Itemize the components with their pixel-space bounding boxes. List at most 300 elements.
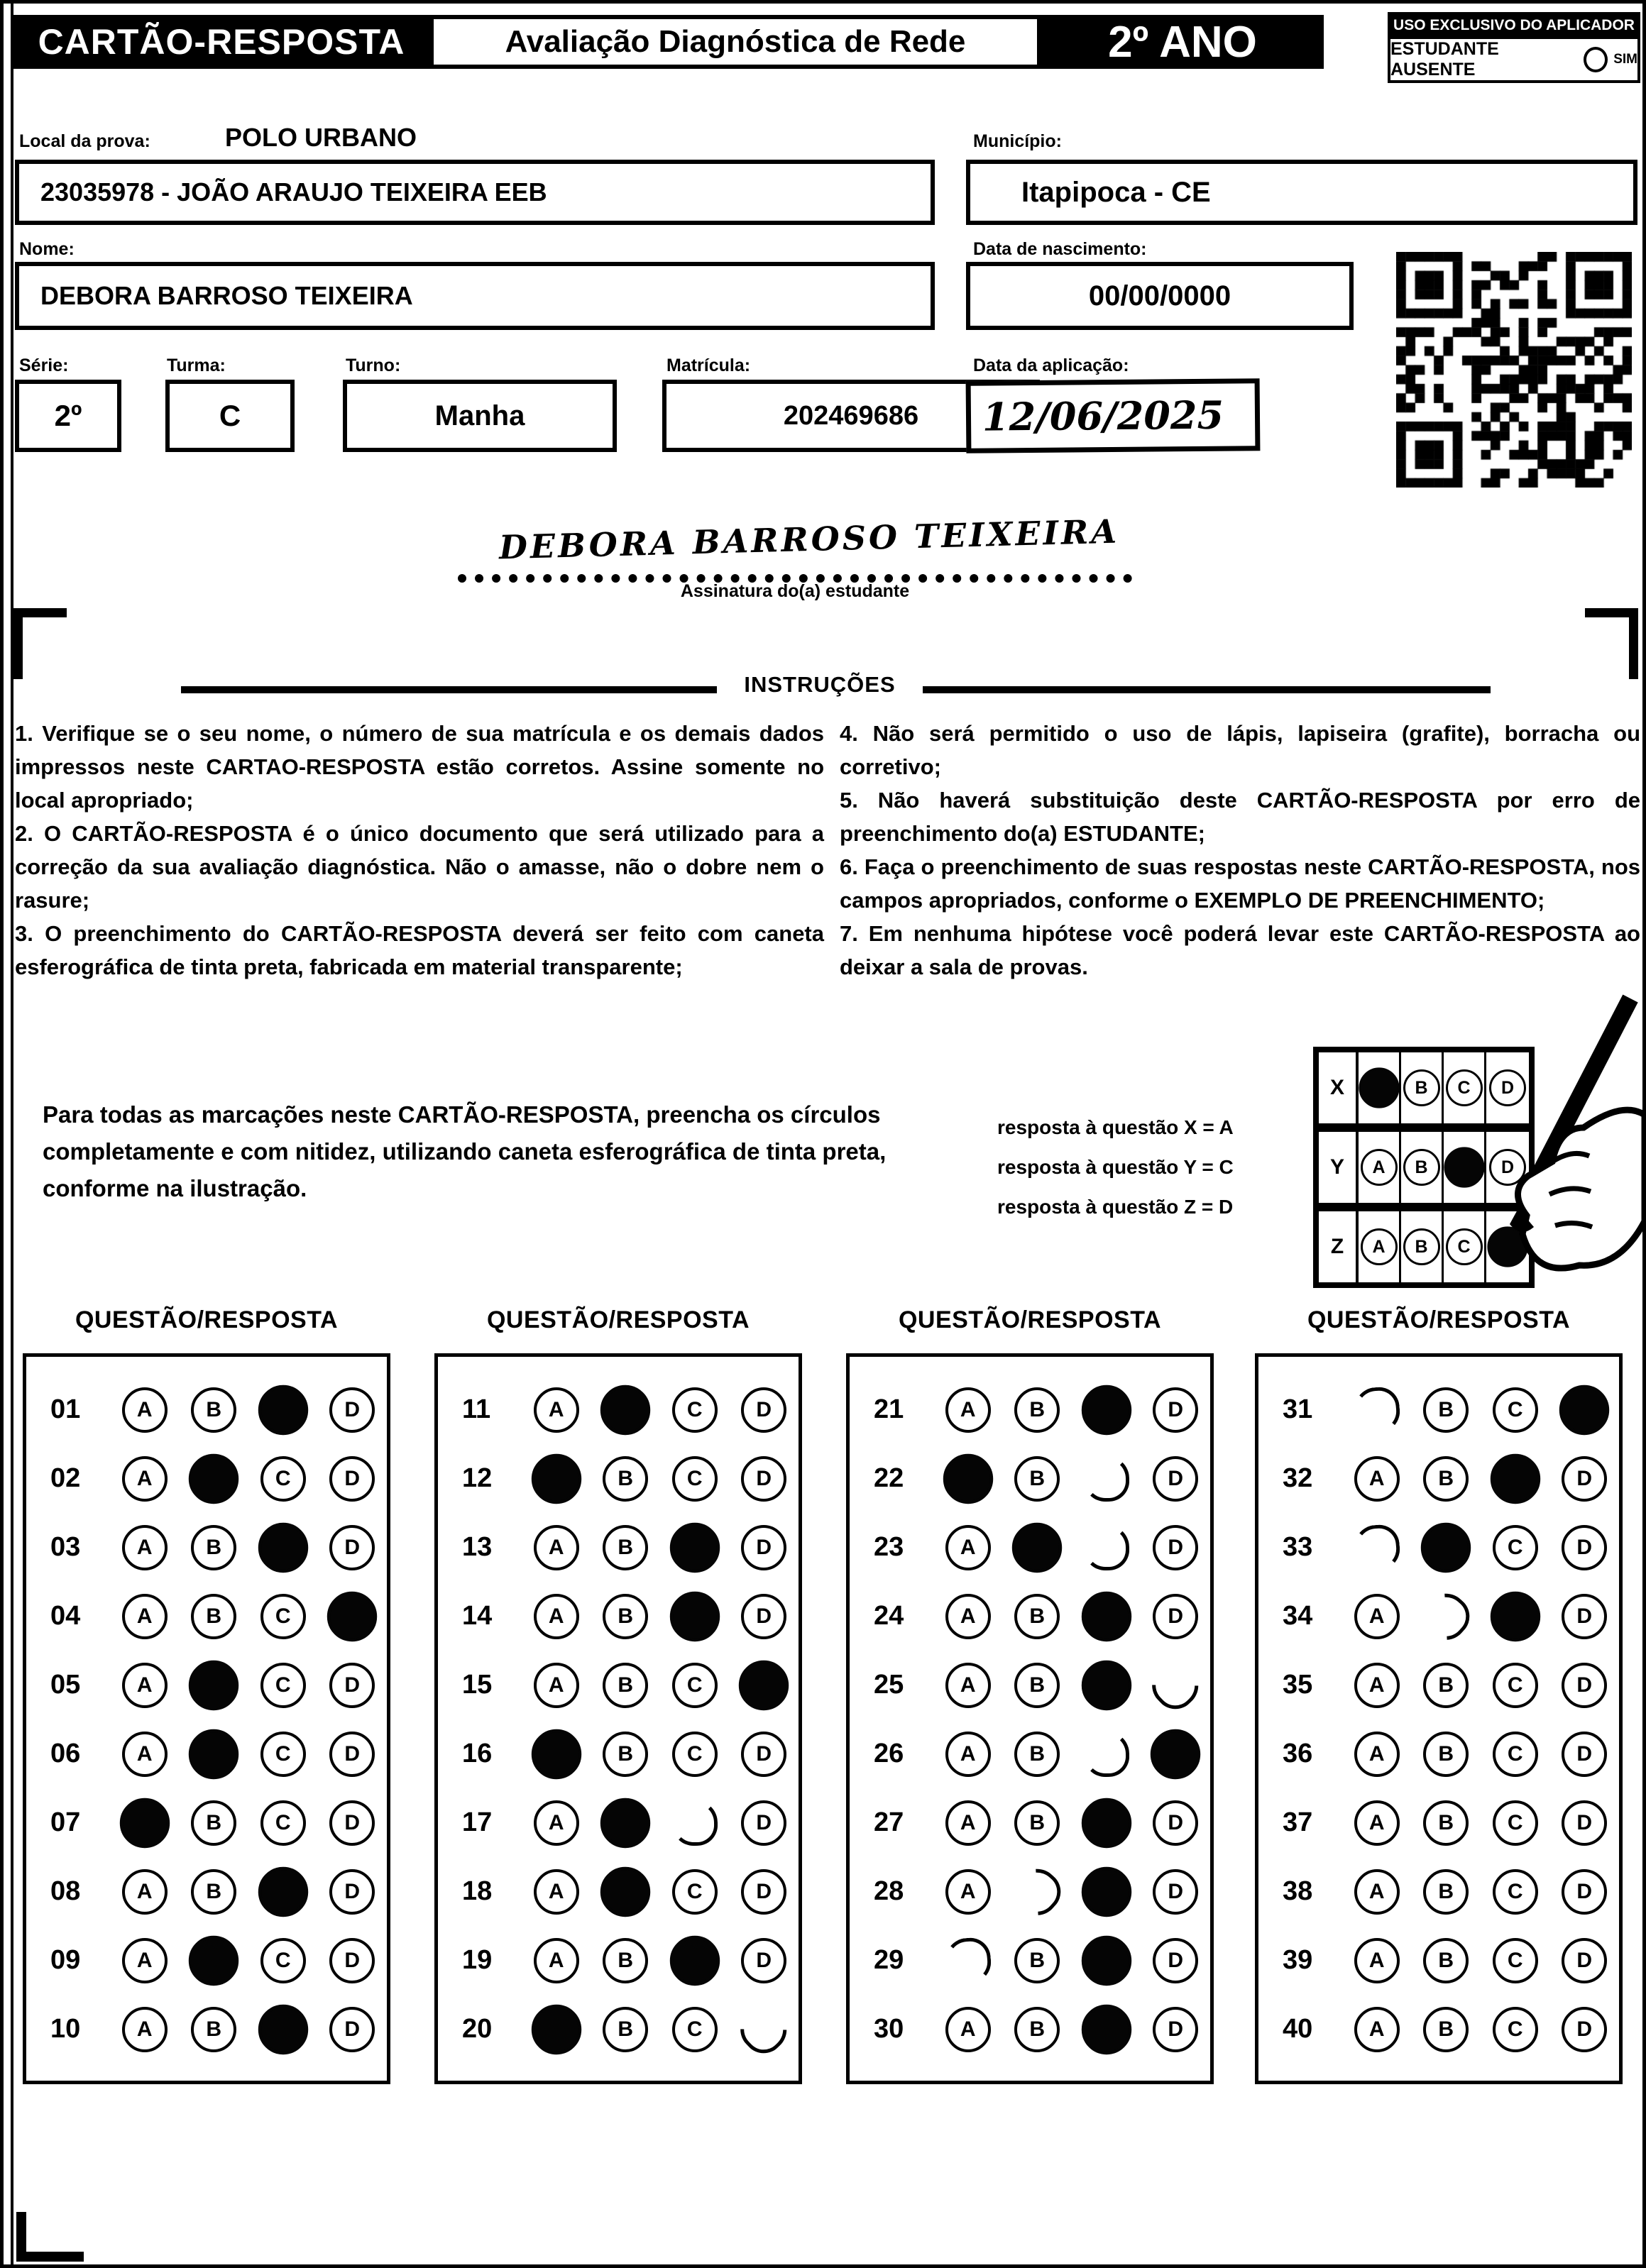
bubble-40-A[interactable]: A [1354,2007,1400,2052]
answer-cell [248,1387,318,1433]
bubble-38-C[interactable]: C [1493,1869,1538,1915]
answer-cell [1072,1387,1141,1433]
bubble-18-A[interactable]: A [534,1869,579,1915]
answer-cell [318,1800,388,1846]
bubble-29-D[interactable]: D [1153,1938,1198,1983]
bubble-21-B[interactable]: B [1014,1387,1060,1433]
example-cell [1359,1132,1401,1203]
example-row-label: Y [1319,1132,1359,1203]
bubble-28-B[interactable] [1005,1859,1069,1923]
bubble-22-A[interactable] [943,1453,993,1503]
question-number: 23 [874,1532,904,1562]
corner-mark-top-left [13,608,67,679]
answer-column-header-3: QUESTÃO/RESPOSTA [898,1306,1162,1333]
bubble-31-A[interactable] [1352,1385,1401,1434]
bubble-32-C[interactable] [1491,1453,1540,1503]
bubble-11-A[interactable]: A [534,1387,579,1433]
answer-row [1258,1719,1619,1788]
example-cell [1401,1132,1444,1203]
matricula-label: Matrícula: [666,356,751,375]
bubble-01-D[interactable]: D [329,1387,375,1433]
bubble-02-B[interactable] [189,1453,238,1503]
answer-cell [110,1387,180,1433]
answer-cell [1412,2007,1481,2052]
nome-field: DEBORA BARROSO TEIXEIRA [15,262,935,330]
bubble-12-D[interactable]: D [741,1456,786,1502]
bubble-25-A[interactable]: A [945,1663,991,1708]
signature-label: Assinatura do(a) estudante [680,581,910,601]
bubble-05-D[interactable]: D [329,1663,375,1708]
bubble-01-C[interactable] [258,1385,308,1434]
bubble-08-C[interactable] [258,1866,308,1916]
bubble-06-A[interactable]: A [122,1732,168,1777]
answer-cell [1342,1938,1412,1983]
bubble-14-A[interactable]: A [534,1594,579,1639]
bubble-39-A[interactable]: A [1354,1938,1400,1983]
bubble-18-D[interactable]: D [741,1869,786,1915]
bubble-07-D[interactable]: D [329,1800,375,1846]
bubble-02-C[interactable]: C [260,1456,306,1502]
bubble-30-B[interactable]: B [1014,2007,1060,2052]
bubble-05-C[interactable]: C [260,1663,306,1708]
question-number: 20 [462,2014,493,2044]
bubble-03-A[interactable]: A [122,1525,168,1570]
bubble-26-D[interactable] [1151,1729,1200,1778]
bubble-22-B[interactable]: B [1014,1456,1060,1502]
turno-field: Manha [343,380,617,452]
answer-cell [248,1525,318,1570]
bubble-31-C[interactable]: C [1493,1387,1538,1433]
answer-cell [318,1456,388,1502]
answer-cell [1072,1594,1141,1639]
bubble-04-A[interactable]: A [122,1594,168,1639]
answer-row [438,1926,799,1995]
question-number: 24 [874,1601,904,1631]
bubble-38-A[interactable]: A [1354,1869,1400,1915]
bubble-39-B[interactable]: B [1423,1938,1469,1983]
bubble-15-C[interactable]: C [672,1663,718,1708]
answer-cell [1550,1732,1620,1777]
bubble-29-A[interactable] [943,1936,992,1985]
answer-cell [1481,1663,1550,1708]
bubble-34-B[interactable] [1414,1584,1478,1648]
answer-row [850,1444,1210,1513]
answer-cell [591,1456,661,1502]
bubble-08-B[interactable]: B [191,1869,236,1915]
example-bubble-X-A[interactable] [1359,1067,1399,1108]
bubble-29-B[interactable]: B [1014,1938,1060,1983]
bubble-07-B[interactable]: B [191,1800,236,1846]
turno-label: Turno: [346,356,401,375]
question-number: 36 [1283,1739,1313,1768]
bubble-12-B[interactable]: B [603,1456,648,1502]
bubble-16-D[interactable]: D [741,1732,786,1777]
example-bubble-X-B[interactable]: B [1403,1069,1440,1106]
bubble-09-C[interactable]: C [260,1938,306,1983]
answer-cell [591,1663,661,1708]
answer-cell [730,1800,799,1846]
answer-column-header-2: QUESTÃO/RESPOSTA [486,1306,750,1333]
bubble-15-A[interactable]: A [534,1663,579,1708]
answer-cell [1412,1594,1481,1639]
aplicacao-handwritten-value: 12/06/2025 [966,378,1261,453]
bubble-16-C[interactable]: C [672,1732,718,1777]
example-paragraph: Para todas as marcações neste CARTÃO-RESPOSTA, preencha os círculos completamente e com nitidez, utilizando caneta esferográfica de tinta preta, conforme na ilustração. [43,1101,887,1201]
bubble-26-C[interactable] [1083,1731,1129,1777]
bubble-13-B[interactable]: B [603,1525,648,1570]
answer-cell [591,1938,661,1983]
bubble-19-B[interactable]: B [603,1938,648,1983]
answer-cell [180,1869,249,1915]
bubble-27-B[interactable]: B [1014,1800,1060,1846]
bubble-35-D[interactable]: D [1562,1663,1607,1708]
answer-cell [248,1938,318,1983]
answer-cell [591,1869,661,1915]
bubble-07-A[interactable] [120,1798,170,1847]
answer-cell [730,1594,799,1639]
instruction-item: 6. Faça o preenchimento de suas respostas neste CARTÃO-RESPOSTA, nos campos apropriados, conforme o EXEMPLO DE PREENCHIMENTO; [840,854,1640,913]
bubble-13-D[interactable]: D [741,1525,786,1570]
bubble-04-B[interactable]: B [191,1594,236,1639]
answer-cell [1141,1800,1211,1846]
answer-cell [933,1938,1003,1983]
answer-cell [1342,1800,1412,1846]
example-bubble-Z-C[interactable]: C [1446,1228,1483,1265]
answer-cell [110,2007,180,2052]
bubble-35-C[interactable]: C [1493,1663,1538,1708]
bubble-28-A[interactable]: A [945,1869,991,1915]
answer-row [438,1375,799,1444]
bubble-25-C[interactable] [1082,1660,1131,1710]
answer-row [1258,1788,1619,1857]
answer-cell [1072,1938,1141,1983]
bubble-08-A[interactable]: A [122,1869,168,1915]
answer-cell [933,1387,1003,1433]
bubble-33-C[interactable]: C [1493,1525,1538,1570]
answer-cell [1412,1456,1481,1502]
answer-row [1258,1444,1619,1513]
bubble-24-C[interactable] [1082,1591,1131,1641]
answer-cell [522,1800,591,1846]
answer-cell [1072,1525,1141,1570]
bubble-27-D[interactable]: D [1153,1800,1198,1846]
bubble-06-C[interactable]: C [260,1732,306,1777]
bubble-31-B[interactable]: B [1423,1387,1469,1433]
bubble-13-C[interactable] [670,1522,720,1572]
serie-field: 2º [15,380,121,452]
example-bubble-Z-B[interactable]: B [1403,1228,1440,1265]
answer-row [850,1582,1210,1651]
answer-row [850,1857,1210,1926]
answer-cell [591,1800,661,1846]
answer-cell [1342,1732,1412,1777]
answer-cell [248,1869,318,1915]
legend-item: resposta à questão Y = C [997,1156,1234,1178]
answer-cell [248,1456,318,1502]
bubble-10-D[interactable]: D [329,2007,375,2052]
question-number: 38 [1283,1876,1313,1906]
bubble-17-B[interactable] [600,1798,650,1847]
bubble-36-A[interactable]: A [1354,1732,1400,1777]
bubble-33-D[interactable]: D [1562,1525,1607,1570]
answer-cell [1141,1387,1211,1433]
bubble-31-D[interactable] [1559,1385,1609,1434]
nascimento-field: 00/00/0000 [966,262,1354,330]
bubble-27-C[interactable] [1082,1798,1131,1847]
example-bubble-Y-D[interactable]: D [1489,1149,1526,1186]
answer-column-1 [23,1353,390,2084]
bubble-18-C[interactable]: C [672,1869,718,1915]
bubble-02-D[interactable]: D [329,1456,375,1502]
question-number: 30 [874,2014,904,2044]
nascimento-label: Data de nascimento: [973,239,1147,259]
question-number: 22 [874,1463,904,1493]
answer-cell [180,1387,249,1433]
answer-cell [730,1525,799,1570]
answer-row [850,1375,1210,1444]
bubble-37-C[interactable]: C [1493,1800,1538,1846]
bubble-07-C[interactable]: C [260,1800,306,1846]
bubble-32-A[interactable]: A [1354,1456,1400,1502]
answer-cell [730,1869,799,1915]
answer-cell [110,1594,180,1639]
bubble-25-D[interactable] [1143,1653,1207,1717]
bubble-34-C[interactable] [1491,1591,1540,1641]
answer-cell [522,1732,591,1777]
bubble-24-D[interactable]: D [1153,1594,1198,1639]
bubble-22-D[interactable]: D [1153,1456,1198,1502]
bubble-09-D[interactable]: D [329,1938,375,1983]
answer-row [438,1513,799,1582]
answer-cell [110,1663,180,1708]
bubble-33-A[interactable] [1352,1523,1401,1572]
bubble-39-C[interactable]: C [1493,1938,1538,1983]
bubble-29-C[interactable] [1082,1935,1131,1985]
bubble-26-B[interactable]: B [1014,1732,1060,1777]
bubble-10-C[interactable] [258,2004,308,2054]
answer-cell [730,1387,799,1433]
answer-cell [318,1869,388,1915]
bubble-20-C[interactable]: C [672,2007,718,2052]
bubble-14-B[interactable]: B [603,1594,648,1639]
bubble-04-C[interactable]: C [260,1594,306,1639]
question-number: 33 [1283,1532,1313,1562]
answer-cell [1550,1663,1620,1708]
bubble-24-A[interactable]: A [945,1594,991,1639]
question-number: 31 [1283,1394,1313,1424]
bubble-32-D[interactable]: D [1562,1456,1607,1502]
answer-cell [318,1387,388,1433]
answer-row [850,1788,1210,1857]
bubble-15-B[interactable]: B [603,1663,648,1708]
bubble-38-D[interactable]: D [1562,1869,1607,1915]
bubble-11-B[interactable] [600,1385,650,1434]
example-bubble-X-D[interactable]: D [1489,1069,1526,1106]
question-number: 09 [50,1945,81,1975]
bubble-04-D[interactable] [327,1591,377,1641]
estudante-ausente-label: ESTUDANTE AUSENTE [1390,39,1499,79]
answer-row [438,1719,799,1788]
bubble-22-C[interactable] [1083,1455,1129,1502]
bubble-21-D[interactable]: D [1153,1387,1198,1433]
bubble-33-B[interactable] [1421,1522,1471,1572]
bubble-34-D[interactable]: D [1562,1594,1607,1639]
bubble-32-B[interactable]: B [1423,1456,1469,1502]
bubble-17-A[interactable]: A [534,1800,579,1846]
bubble-09-B[interactable] [189,1935,238,1985]
bubble-40-D[interactable]: D [1562,2007,1607,2052]
answer-cell [110,1732,180,1777]
bubble-12-C[interactable]: C [672,1456,718,1502]
answer-cell [1342,1387,1412,1433]
bubble-03-B[interactable]: B [191,1525,236,1570]
bubble-15-D[interactable] [739,1660,789,1710]
answer-row [1258,1926,1619,1995]
answer-cell [180,1938,249,1983]
question-number: 32 [1283,1463,1313,1493]
bubble-37-D[interactable]: D [1562,1800,1607,1846]
answer-row [26,1995,387,2064]
answer-cell [248,1663,318,1708]
bubble-11-D[interactable]: D [741,1387,786,1433]
bubble-25-B[interactable]: B [1014,1663,1060,1708]
answer-cell [730,1663,799,1708]
bubble-40-C[interactable]: C [1493,2007,1538,2052]
bubble-05-B[interactable] [189,1660,238,1710]
corner-mark-bottom-left [16,2212,84,2262]
answer-cell [318,1594,388,1639]
instructions-rule-left [181,686,717,693]
bubble-17-D[interactable]: D [741,1800,786,1846]
bubble-30-A[interactable]: A [945,2007,991,2052]
legend-item: resposta à questão Z = D [997,1196,1234,1218]
bubble-06-D[interactable]: D [329,1732,375,1777]
bubble-30-D[interactable]: D [1153,2007,1198,2052]
answer-cell [1481,1938,1550,1983]
bubble-08-D[interactable]: D [329,1869,375,1915]
bubble-09-A[interactable]: A [122,1938,168,1983]
answer-cell [933,1456,1003,1502]
turma-label: Turma: [167,356,226,375]
turma-field: C [165,380,295,452]
bubble-36-C[interactable]: C [1493,1732,1538,1777]
answer-row [438,1995,799,2064]
example-cell [1401,1052,1444,1123]
bubble-39-D[interactable]: D [1562,1938,1607,1983]
example-bubble-Z-A[interactable]: A [1361,1228,1398,1265]
answer-row [26,1651,387,1719]
bubble-23-B[interactable] [1012,1522,1062,1572]
answer-row [850,1719,1210,1788]
bubble-02-A[interactable]: A [122,1456,168,1502]
question-number: 17 [462,1807,493,1837]
bubble-03-C[interactable] [258,1522,308,1572]
bubble-19-C[interactable] [670,1935,720,1985]
bubble-40-B[interactable]: B [1423,2007,1469,2052]
instructions-left-column [15,717,824,984]
bubble-05-A[interactable]: A [122,1663,168,1708]
bubble-23-C[interactable] [1083,1524,1129,1570]
answer-cell [1072,1663,1141,1708]
bubble-38-B[interactable]: B [1423,1869,1469,1915]
answer-cell [1550,1869,1620,1915]
example-bubble-X-C[interactable]: C [1446,1069,1483,1106]
bubble-21-C[interactable] [1082,1385,1131,1434]
answer-cell [522,1456,591,1502]
bubble-23-A[interactable]: A [945,1525,991,1570]
bubble-28-C[interactable] [1082,1866,1131,1916]
bubble-12-A[interactable] [532,1453,581,1503]
bubble-30-C[interactable] [1082,2004,1131,2054]
bubble-21-A[interactable]: A [945,1387,991,1433]
municipio-field: Itapipoca - CE [966,160,1637,225]
bubble-27-A[interactable]: A [945,1800,991,1846]
bubble-13-A[interactable]: A [534,1525,579,1570]
bubble-35-B[interactable]: B [1423,1663,1469,1708]
bubble-36-B[interactable]: B [1423,1732,1469,1777]
answer-column-4 [1255,1353,1623,2084]
local-da-prova-label: Local da prova: [19,131,150,151]
question-number: 19 [462,1945,493,1975]
answer-cell [248,1732,318,1777]
bubble-14-D[interactable]: D [741,1594,786,1639]
answer-cell [660,1938,730,1983]
bubble-37-A[interactable]: A [1354,1800,1400,1846]
question-number: 08 [50,1876,81,1906]
answer-row [1258,1995,1619,2064]
bubble-20-B[interactable]: B [603,2007,648,2052]
bubble-26-A[interactable]: A [945,1732,991,1777]
bubble-24-B[interactable]: B [1014,1594,1060,1639]
bubble-01-A[interactable]: A [122,1387,168,1433]
answer-cell [1141,1663,1211,1708]
bubble-23-D[interactable]: D [1153,1525,1198,1570]
bubble-28-D[interactable]: D [1153,1869,1198,1915]
bubble-19-D[interactable]: D [741,1938,786,1983]
answer-row [26,1582,387,1651]
bubble-01-B[interactable]: B [191,1387,236,1433]
answer-cell [1141,1938,1211,1983]
answer-cell [1412,1938,1481,1983]
bubble-19-A[interactable]: A [534,1938,579,1983]
bubble-10-B[interactable]: B [191,2007,236,2052]
example-bubble-Y-B[interactable]: B [1403,1149,1440,1186]
bubble-16-B[interactable]: B [603,1732,648,1777]
answer-cell [1481,1800,1550,1846]
page-border-inner-line [11,4,13,2264]
bubble-16-A[interactable] [532,1729,581,1778]
bubble-18-B[interactable] [600,1866,650,1916]
bubble-10-A[interactable]: A [122,2007,168,2052]
answer-cell [1003,1594,1072,1639]
bubble-35-A[interactable]: A [1354,1663,1400,1708]
bubble-34-A[interactable]: A [1354,1594,1400,1639]
bubble-20-D[interactable] [732,1997,796,2061]
bubble-37-B[interactable]: B [1423,1800,1469,1846]
bubble-06-B[interactable] [189,1729,238,1778]
question-number: 26 [874,1739,904,1768]
example-bubble-Y-A[interactable]: A [1361,1149,1398,1186]
bubble-11-C[interactable]: C [672,1387,718,1433]
bubble-17-C[interactable] [671,1800,718,1846]
bubble-20-A[interactable] [532,2004,581,2054]
example-cell [1359,1211,1401,1282]
bubble-03-D[interactable]: D [329,1525,375,1570]
ausente-sim-bubble[interactable] [1584,47,1608,72]
bubble-14-C[interactable] [670,1591,720,1641]
example-row-label: Z [1319,1211,1359,1282]
bubble-36-D[interactable]: D [1562,1732,1607,1777]
